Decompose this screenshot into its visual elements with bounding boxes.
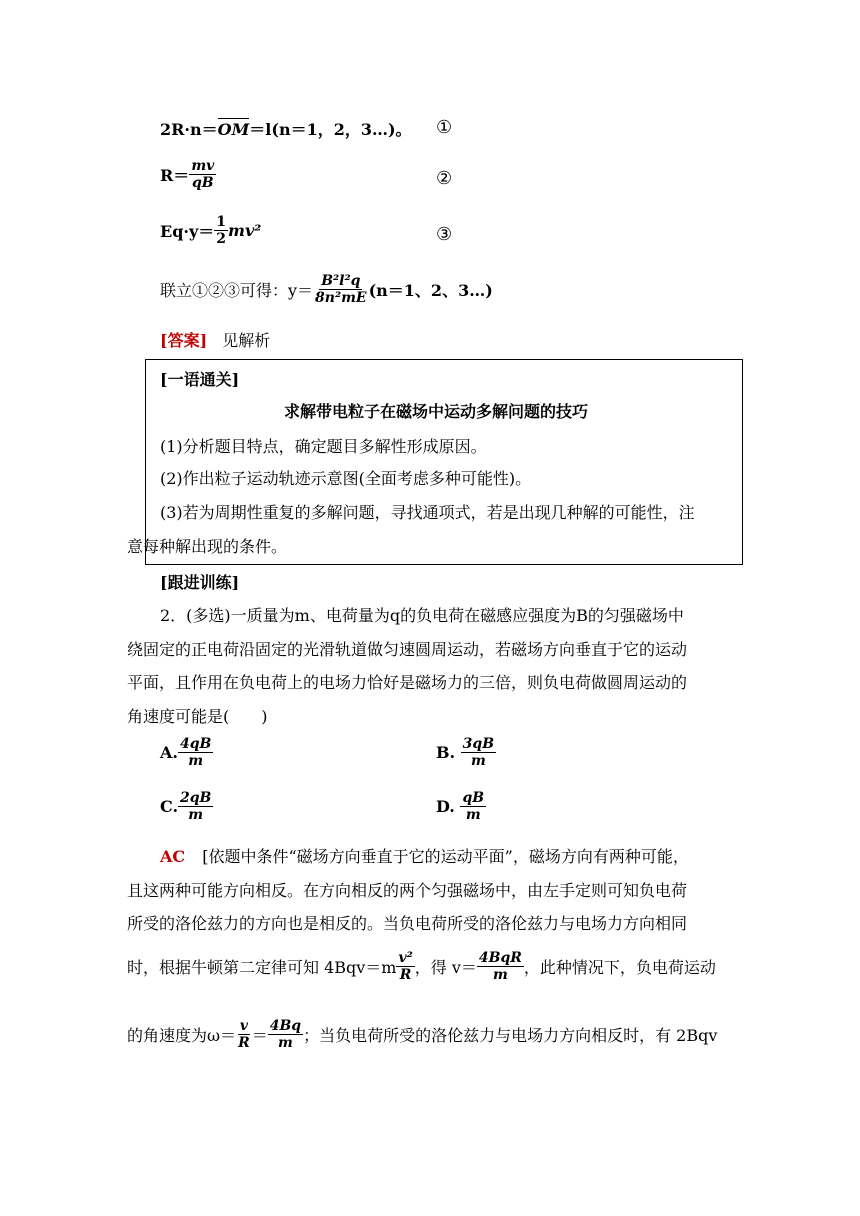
solution-line-5 [127,1018,717,1051]
eq3-rhs: mv² [228,221,262,241]
option-b-num: 3qB [462,736,495,752]
solution-line-1 [160,844,689,867]
option-c-label: C. [160,797,179,817]
option-c[interactable] [160,790,213,823]
equation-3-tag: ③ [436,224,453,245]
option-b-label: B. [436,743,456,763]
combine-fraction [313,273,369,306]
line5-frac1-den: R [238,1035,250,1052]
line5-a: 的角速度为ω＝ [127,1026,237,1046]
line5-frac1-num: v [239,1018,248,1034]
option-d-num: qB [462,790,485,806]
solution-answer: AC [160,847,186,866]
eq3-num: 1 [216,214,227,230]
tip-heading: [一语通关] [160,370,240,389]
line4-a: 时，根据牛顿第二定律可知 4Bqv＝m [127,958,397,978]
option-d-label: D. [436,797,455,817]
line4-c: ，此种情况下，负电荷运动 [523,958,716,978]
option-c-num: 2qB [180,790,212,806]
line5-fraction-2 [268,1018,303,1051]
combine-suffix: (n＝1、2、3…) [368,281,493,301]
tip-item-2: (2)作出粒子运动轨迹示意图(全面考虑多种可能性)。 [160,469,532,488]
combine-den: 8n²mE [315,290,367,307]
line4-fraction-1 [396,950,414,983]
combine-num: B²l²q [321,273,361,289]
tip-item-3: (3)若为周期性重复的多解问题，寻找通项式，若是出现几种解的可能性，注 [160,503,695,522]
question-line-4: 角速度可能是( ) [127,707,268,726]
option-a-label: A. [160,743,178,763]
solution-line-4 [127,950,716,983]
line5-b: ；当负电荷所受的洛伦兹力与电场力方向相反时，有 2Bqv [303,1026,718,1046]
option-a-fraction [178,736,213,769]
solution-line-3: 所受的洛伦兹力的方向也是相反的。当负电荷所受的洛伦兹力与电场力方向相同 [127,914,688,933]
option-b-den: m [470,753,486,770]
line5-fraction-1 [236,1018,252,1051]
tip-item-3-cont: 意每种解出现的条件。 [127,537,288,556]
option-a-num: 4qB [179,736,212,752]
question-line-1: 2．(多选)一质量为m、电荷量为q的负电荷在磁感应强度为B的匀强磁场中 [160,606,684,625]
option-c-fraction [178,790,213,823]
answer-label: [答案] [160,331,208,350]
equation-2-tag: ② [436,168,453,189]
eq2-fraction [189,158,216,191]
option-d-fraction [460,790,486,823]
eq1-rhs: ＝l(n＝1，2，3…)。 [249,120,412,139]
practice-heading: [跟进训练] [160,573,240,592]
option-a-den: m [188,753,204,770]
equation-2 [160,158,216,191]
eq3-fraction [214,214,228,247]
equation-3 [160,214,261,247]
line4-frac2-num: 4BqR [478,950,522,966]
line5-frac2-num: 4Bq [269,1018,302,1034]
eq2-den: qB [191,175,214,192]
line5-eq: ＝ [251,1026,268,1046]
option-b-fraction [461,736,496,769]
om-segment: OM [217,120,250,139]
eq1-lhs: 2R·n＝ [160,120,218,139]
eq3-lhs: Eq·y＝ [160,222,215,242]
line4-frac1-num: v² [398,950,413,966]
equation-1-tag: ① [436,117,453,138]
tip-item-1: (1)分析题目特点，确定题目多解性形成原因。 [160,437,487,456]
solution-line-1-text: [依题中条件“磁场方向垂直于它的运动平面”，磁场方向有两种可能， [202,847,689,866]
answer-text: 见解析 [222,331,271,350]
line4-frac2-den: m [492,967,508,984]
eq2-lhs: R＝ [160,166,190,186]
line5-frac2-den: m [277,1035,293,1052]
line4-b: ，得 v＝ [414,958,477,978]
question-line-3: 平面，且作用在负电荷上的电场力恰好是磁场力的三倍，则负电荷做圆周运动的 [127,673,688,692]
equation-1 [160,117,412,140]
line4-fraction-2 [477,950,524,983]
tip-title: 求解带电粒子在磁场中运动多解问题的技巧 [284,402,589,421]
option-b[interactable] [436,736,496,769]
option-d[interactable] [436,790,486,823]
eq2-num: mv [191,158,215,174]
answer-line [160,328,270,351]
option-a[interactable] [160,736,213,769]
solution-line-2: 且这两种可能方向相反。在方向相反的两个匀强磁场中，由左手定则可知负电荷 [127,881,688,900]
combined-result [160,273,493,306]
option-c-den: m [188,807,204,824]
question-line-2: 绕固定的正电荷沿固定的光滑轨道做匀速圆周运动，若磁场方向垂直于它的运动 [127,640,688,659]
eq3-den: 2 [216,231,227,248]
line4-frac1-den: R [399,967,412,984]
combine-prefix: 联立①②③可得：y＝ [160,281,314,301]
option-d-den: m [465,807,481,824]
